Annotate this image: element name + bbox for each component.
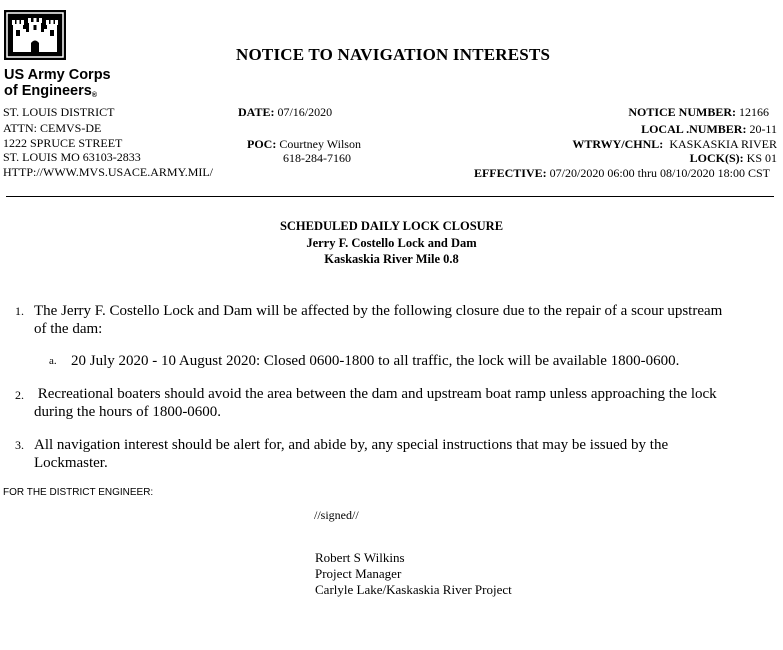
subitem-a-label: a. (49, 355, 57, 367)
org-name-line1: US Army Corps (4, 67, 111, 83)
signer-name: Robert S Wilkins (315, 550, 405, 565)
subject-heading: SCHEDULED DAILY LOCK CLOSURE (279, 219, 504, 233)
page-title: NOTICE TO NAVIGATION INTERESTS (236, 45, 551, 64)
subitem-a-text: 20 July 2020 - 10 August 2020: Closed 0600-1800 to all traffic, the lock will be available 1800-0600. (71, 353, 680, 369)
address-line4: ST. LOUIS MO 63103-2833 (3, 150, 141, 164)
header-divider (6, 196, 774, 197)
item-2-number: 2. (15, 388, 24, 402)
item-1-text-line2: of the dam: (34, 321, 103, 337)
item-3-text-line2: Lockmaster. (34, 455, 108, 471)
item-3-text-line1: All navigation interest should be alert for, and abide by, any special instructions that may be issued by the (34, 437, 669, 453)
for-district-engineer: FOR THE DISTRICT ENGINEER: (3, 487, 154, 498)
address-line1: ST. LOUIS DISTRICT (3, 105, 115, 119)
signed-mark: //signed// (314, 508, 359, 522)
effective-dates: EFFECTIVE: 07/20/2020 06:00 thru 08/10/2020 18:00 CST (473, 166, 770, 180)
notice-number: NOTICE NUMBER: 12166 (628, 105, 769, 119)
item-2-text-line2: during the hours of 1800-0600. (34, 404, 222, 420)
local-number: LOCAL .NUMBER: 20-11 (641, 122, 777, 136)
poc-field: POC: Courtney Wilson (247, 137, 361, 151)
address-line3: 1222 SPRUCE STREET (3, 136, 123, 150)
item-2-text-line1: Recreational boaters should avoid the area between the dam and upstream boat ramp unless approaching the lock (34, 386, 717, 402)
subject-river-mile: Kaskaskia River Mile 0.8 (324, 252, 459, 266)
item-1-number: 1. (15, 304, 24, 318)
subject-lock-name: Jerry F. Costello Lock and Dam (306, 236, 477, 250)
waterway-channel: WTRWY/CHNL: KASKASKIA RIVER (572, 137, 777, 151)
castle-icon (4, 10, 66, 60)
date-field: DATE: 07/16/2020 (238, 105, 333, 119)
website-link[interactable]: HTTP://WWW.MVS.USACE.ARMY.MIL/ (3, 165, 214, 179)
address-line2: ATTN: CEMVS-DE (3, 121, 102, 135)
signer-project: Carlyle Lake/Kaskaskia River Project (315, 582, 512, 597)
item-3-number: 3. (15, 438, 24, 452)
usace-logo (4, 10, 66, 60)
signer-title: Project Manager (315, 566, 402, 581)
item-1-text-line1: The Jerry F. Costello Lock and Dam will be affected by the following closure due to the repair of a scour upstream (34, 303, 723, 319)
poc-phone: 618-284-7160 (283, 151, 351, 165)
org-name-line2: of Engineers® (4, 83, 97, 99)
locks-field: LOCK(S): KS 01 (689, 151, 777, 165)
